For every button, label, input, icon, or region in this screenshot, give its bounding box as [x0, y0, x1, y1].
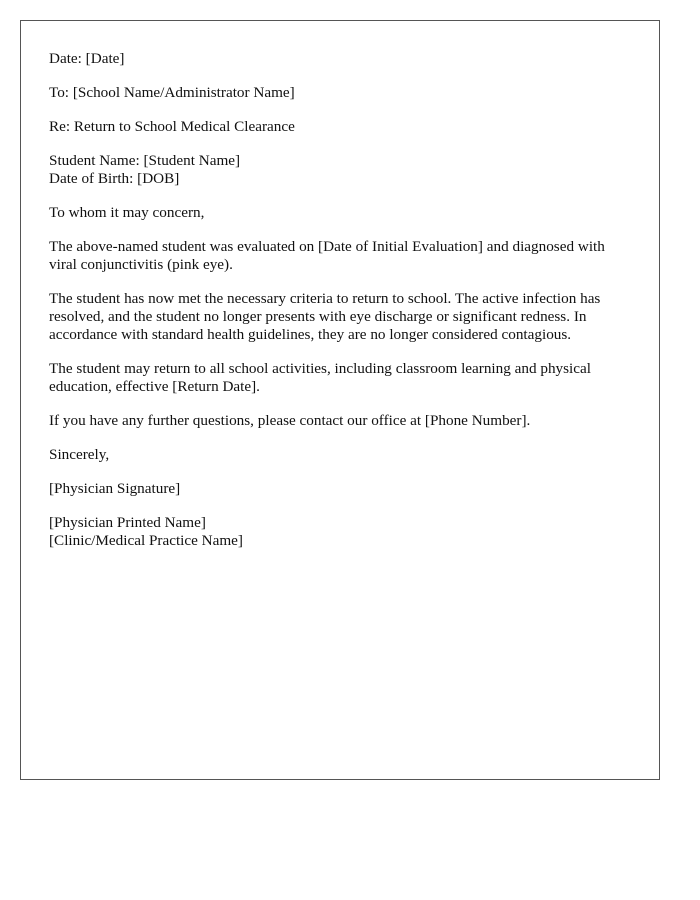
date-line: Date: [Date]: [49, 50, 125, 67]
practice-name: [Clinic/Medical Practice Name]: [49, 532, 243, 549]
signatory-block: [49, 514, 631, 550]
student-info-block: [49, 152, 631, 188]
contact-paragraph: If you have any further questions, please contact our office at [Phone Number].: [49, 412, 531, 429]
criteria-paragraph: The student has now met the necessary criteria to return to school. The active infection has resolved, and the student no longer presents with eye discharge or significant redness. In accordance with standard health guidelines, they are no longer considered contagious.: [49, 290, 601, 343]
salutation: To whom it may concern,: [49, 204, 205, 221]
return-paragraph: The student may return to all school activities, including classroom learning and physical education, effective [Return Date].: [49, 360, 591, 395]
subject-line: Re: Return to School Medical Clearance: [49, 118, 295, 135]
signature-placeholder: [Physician Signature]: [49, 480, 181, 497]
evaluation-paragraph: The above-named student was evaluated on [Date of Initial Evaluation] and diagnosed with viral conjunctivitis (pink eye).: [49, 238, 605, 273]
date-of-birth-line: Date of Birth: [DOB]: [49, 170, 180, 187]
recipient-line: To: [School Name/Administrator Name]: [49, 84, 295, 101]
closing: Sincerely,: [49, 446, 110, 463]
student-name-line: Student Name: [Student Name]: [49, 152, 241, 169]
letter-page: [20, 20, 660, 780]
physician-printed-name: [Physician Printed Name]: [49, 514, 206, 531]
